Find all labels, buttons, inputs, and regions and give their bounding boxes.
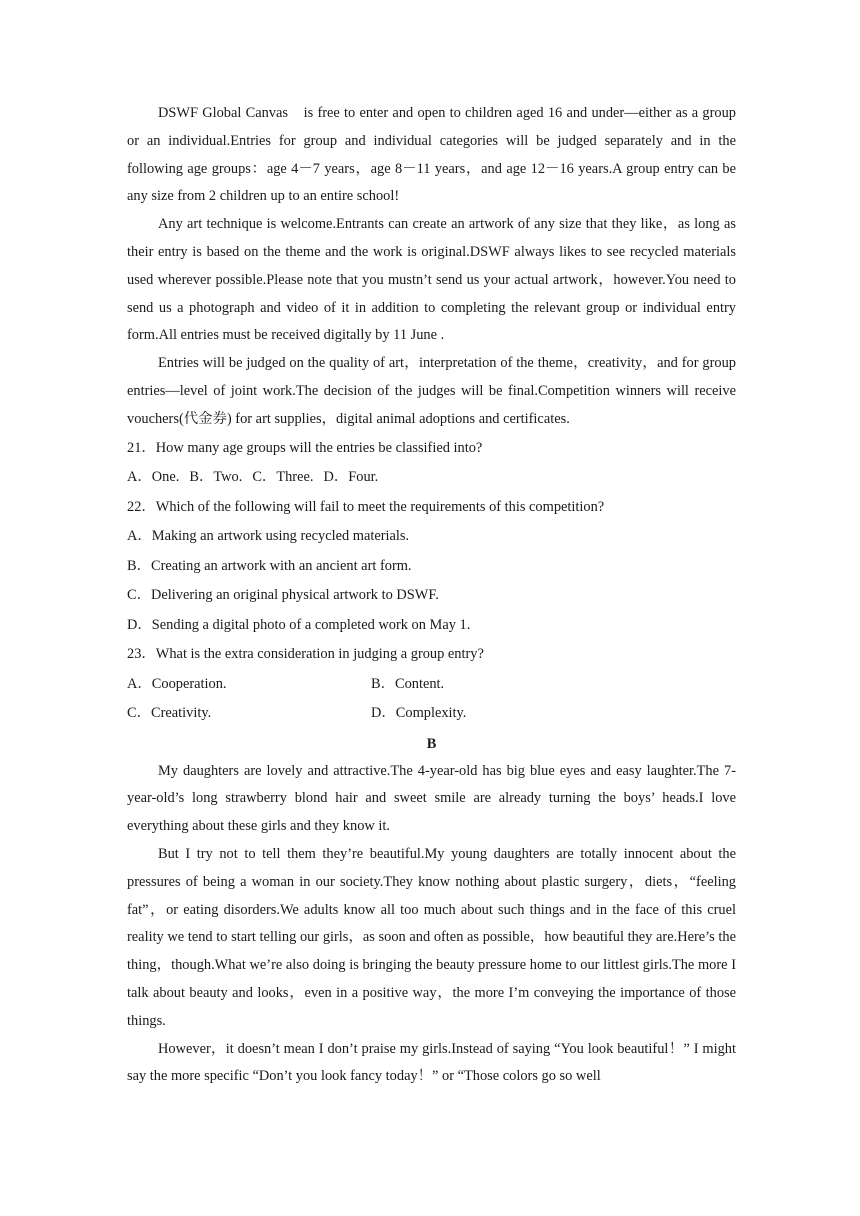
question-stem: 22．Which of the following will fail to meet the requirements of this competition?: [127, 498, 605, 515]
passage-a-paragraph-1: DSWF Global Canvas is free to enter and open to children aged 16 and under—either as a group or an individual.Entries for group and individual categories will be judged separately and in the following age groups：age 4－7 years，age 8－11 years，and age 12－16 years.A group entry can be any size from 2 children up to an entire school!: [127, 105, 736, 205]
option-d: D．Sending a digital photo of a completed work on May 1.: [127, 616, 471, 633]
question-stem: 23．What is the extra consideration in judging a group entry?: [127, 646, 484, 663]
option-a: A．One.: [127, 469, 180, 486]
option-d: D．Four.: [323, 469, 379, 486]
passage-a-paragraph-3: Entries will be judged on the quality of art，interpretation of the theme，creativity，and for group entries—level of joint work.The decision of the judges will be final.Competition winners will receive vouchers(代金券) for art supplies，digital animal adoptions and certificates.: [127, 355, 736, 427]
option-a: A．Making an artwork using recycled materials.: [127, 528, 410, 545]
section-b-heading: B: [426, 735, 437, 752]
option-a: A．Cooperation.: [127, 675, 227, 692]
question-21: [127, 434, 736, 493]
passage-b-paragraph-2: But I try not to tell them they’re beautiful.My young daughters are totally innocent about the pressures of being a woman in our society.They know nothing about plastic surgery，diets，“feeling fat”，or eating disorders.We adults know all too much about such things and in the face of this cruel reality we tend to start telling our girls，as soon and often as possible，how beautiful they are.Here’s the thing，though.What we’re also doing is bringing the beauty pressure home to our littlest girls.The more I talk about beauty and looks，even in a positive way，the more I’m conveying the importance of those things.: [127, 845, 736, 1029]
question-stem: 21．How many age groups will the entries be classified into?: [127, 439, 483, 456]
option-b: B．Two.: [189, 469, 243, 486]
option-c: C．Three.: [252, 469, 314, 486]
option-c: C．Delivering an original physical artwork to DSWF.: [127, 587, 439, 604]
passage-a-paragraph-2: Any art technique is welcome.Entrants can create an artwork of any size that they like，as long as their entry is based on the theme and the work is original.DSWF always likes to see recycled materials used wherever possible.Please note that you mustn’t send us your actual artwork，however.You need to send us a photograph and video of it in addition to completing the relevant group or individual entry form.All entries must be received digitally by 11 June .: [127, 216, 736, 344]
option-c: C．Creativity.: [127, 705, 212, 722]
question-options: [127, 463, 736, 493]
question-22: [127, 493, 736, 641]
question-options: [127, 670, 736, 729]
option-d: D．Complexity.: [371, 705, 467, 722]
passage-b-paragraph-1: My daughters are lovely and attractive.The 4-year-old has big blue eyes and easy laughter.The 7-year-old’s long strawberry blond hair and sweet smile are already turning the boys’ heads.I love everything about these girls and they know it.: [127, 762, 736, 835]
document-page: [127, 100, 736, 1091]
option-b: B．Creating an artwork with an ancient art form.: [127, 557, 412, 574]
passage-b-paragraph-3: However，it doesn’t mean I don’t praise my girls.Instead of saying “You look beautiful！” I might say the more specific “Don’t you look fancy today！” or “Those colors go so well: [127, 1040, 736, 1085]
option-b: B．Content.: [371, 675, 445, 692]
question-23: [127, 640, 736, 729]
